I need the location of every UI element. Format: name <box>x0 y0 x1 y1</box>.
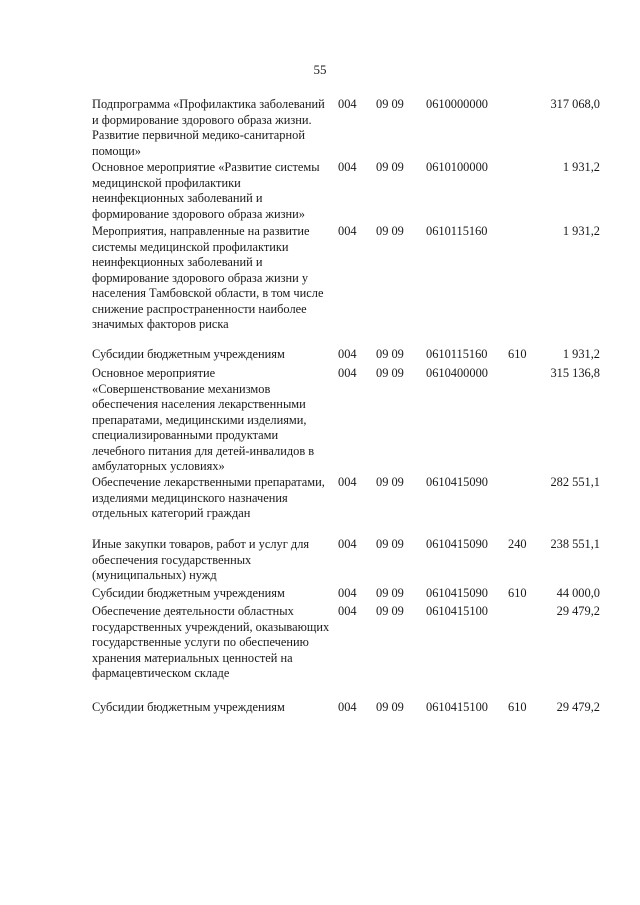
ministry-code: 004 <box>338 347 357 361</box>
ministry-code: 004 <box>338 160 357 174</box>
target-code: 0610115160 <box>426 224 488 238</box>
target-code: 0610415090 <box>426 475 488 489</box>
ministry-code: 004 <box>338 97 357 111</box>
section-code: 09 09 <box>376 700 404 714</box>
row-name: Субсидии бюджетным учреждениям <box>92 586 285 600</box>
row-name: Основное мероприятие «Совершенствование механизмов обеспечения населения лекарственными препаратами, медицинскими изделиями, специализированными продуктами лечебного питания для детей-инвалидов в амбулаторных условиях» <box>92 366 315 473</box>
section-code: 09 09 <box>376 224 404 238</box>
target-code: 0610115160 <box>426 347 488 361</box>
row-name: Обеспечение деятельности областных государственных учреждений, оказывающих государственные услуги по обеспечению хранения материальных ценностей на фармацевтическом складе <box>92 604 330 680</box>
row-name: Субсидии бюджетным учреждениям <box>92 347 285 361</box>
section-code: 09 09 <box>376 347 404 361</box>
row-name: Обеспечение лекарственными препаратами, изделиями медицинского назначения отдельных категорий граждан <box>92 475 325 520</box>
section-code: 09 09 <box>376 537 404 551</box>
amount: 315 136,8 <box>550 366 600 380</box>
expense-code: 610 <box>508 347 527 361</box>
target-code: 0610415100 <box>426 700 488 714</box>
section-code: 09 09 <box>376 604 404 618</box>
section-code: 09 09 <box>376 97 404 111</box>
target-code: 0610400000 <box>426 366 488 380</box>
ministry-code: 004 <box>338 475 357 489</box>
ministry-code: 004 <box>338 700 357 714</box>
target-code: 0610415090 <box>426 586 488 600</box>
page-number: 55 <box>313 62 327 77</box>
amount: 29 479,2 <box>556 700 600 714</box>
amount: 1 931,2 <box>562 160 600 174</box>
section-code: 09 09 <box>376 160 404 174</box>
amount: 29 479,2 <box>556 604 600 618</box>
expense-code: 610 <box>508 586 527 600</box>
ministry-code: 004 <box>338 604 357 618</box>
amount: 317 068,0 <box>550 97 600 111</box>
target-code: 0610415090 <box>426 537 488 551</box>
ministry-code: 004 <box>338 224 357 238</box>
target-code: 0610415100 <box>426 604 488 618</box>
amount: 238 551,1 <box>550 537 600 551</box>
amount: 1 931,2 <box>562 224 600 238</box>
target-code: 0610100000 <box>426 160 488 174</box>
expense-code: 610 <box>508 700 527 714</box>
row-name: Субсидии бюджетным учреждениям <box>92 700 285 714</box>
row-name: Основное мероприятие «Развитие системы медицинской профилактики неинфекционных заболеваний и формирование здорового образа жизни» <box>92 160 320 221</box>
ministry-code: 004 <box>338 586 357 600</box>
ministry-code: 004 <box>338 537 357 551</box>
row-name: Иные закупки товаров, работ и услуг для обеспечения государственных (муниципальных) нужд <box>92 537 310 582</box>
ministry-code: 004 <box>338 366 357 380</box>
row-name: Мероприятия, направленные на развитие системы медицинской профилактики неинфекционных заболеваний и формирование здорового образа жизни у населения Тамбовской области, в том числе снижение распространенности наиболее значимых факторов риска <box>92 224 324 331</box>
target-code: 0610000000 <box>426 97 488 111</box>
row-name: Подпрограмма «Профилактика заболеваний и формирование здорового образа жизни. Развитие первичной медико-санитарной помощи» <box>92 97 325 158</box>
section-code: 09 09 <box>376 586 404 600</box>
section-code: 09 09 <box>376 366 404 380</box>
amount: 1 931,2 <box>562 347 600 361</box>
section-code: 09 09 <box>376 475 404 489</box>
amount: 44 000,0 <box>556 586 600 600</box>
expense-code: 240 <box>508 537 527 551</box>
amount: 282 551,1 <box>550 475 600 489</box>
